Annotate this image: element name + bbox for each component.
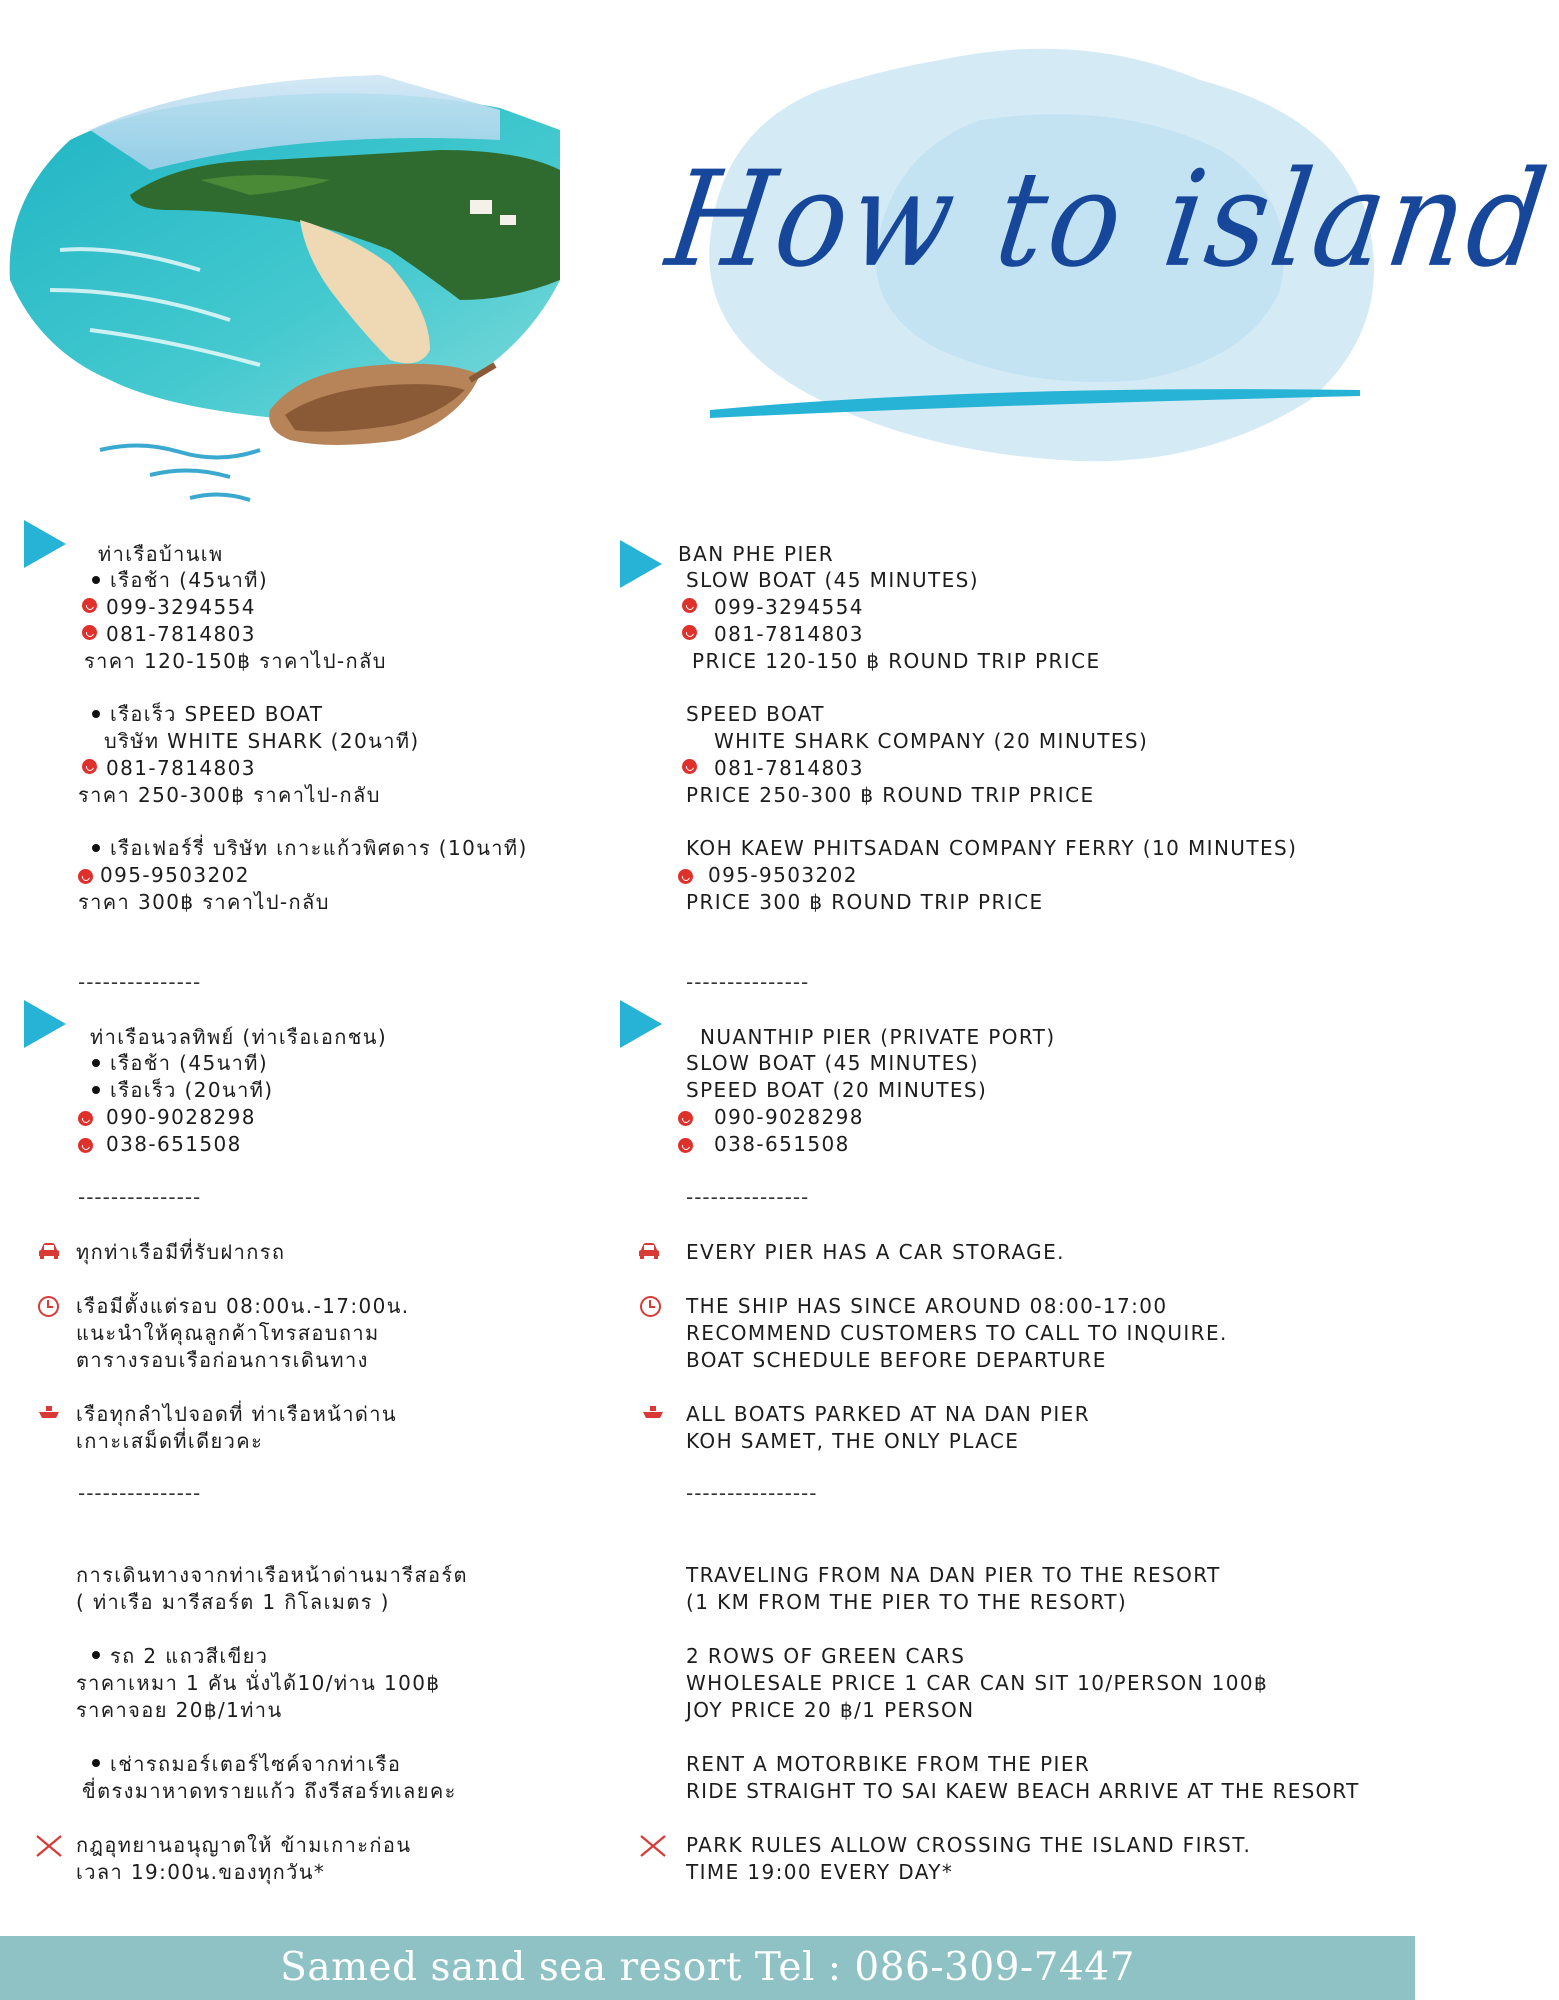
phone-icon [82,625,97,640]
phone-icon [682,598,697,613]
thai-ban-phe-heading: ท่าเรือบ้านเพ [98,542,224,566]
bullet-icon [92,576,100,584]
thai-price: ราคา 120-150฿ ราคาไป-กลับ [84,649,387,673]
thai-parking-1: เรือทุกลำไปจอดที่ ท่าเรือหน้าด่าน [76,1402,397,1426]
phone-icon [82,759,97,774]
bullet-icon [92,710,100,718]
bullet-icon [92,1059,100,1067]
phone-icon [78,869,93,884]
en-nuanthip-phone-1: 090-9028298 [714,1105,864,1129]
en-rules-1: PARK RULES ALLOW CROSSING THE ISLAND FIRST. [686,1833,1252,1857]
phone-icon [678,869,693,884]
phone-icon [682,759,697,774]
phone-icon [678,1138,693,1153]
x-icon [34,1833,64,1859]
en-speed-company: WHITE SHARK COMPANY (20 MINUTES) [714,729,1149,753]
section-marker-icon [24,1000,66,1048]
en-green-car-price-1: WHOLESALE PRICE 1 CAR CAN SIT 10/PERSON 100฿ [686,1671,1269,1695]
car-icon [638,1242,660,1260]
thai-travel-1: การเดินทางจากท่าเรือหน้าด่านมารีสอร์ต [76,1563,468,1587]
en-price: PRICE 120-150 ฿ ROUND TRIP PRICE [692,649,1101,673]
thai-nuanthip-speed: เรือเร็ว (20นาที) [110,1078,274,1102]
en-nuanthip-speed: SPEED BOAT (20 MINUTES) [686,1078,988,1102]
thai-schedule-2: แนะนำให้คุณลูกค้าโทรสอบถาม [76,1321,380,1345]
en-green-car: 2 ROWS OF GREEN CARS [686,1644,966,1668]
thai-rules-2: เวลา 19:00น.ของทุกวัน* [76,1860,326,1884]
thai-speed-boat: เรือเร็ว SPEED BOAT [110,702,324,726]
separator: ---------------- [686,1481,818,1505]
thai-green-car: รถ 2 แถวสีเขียว [110,1644,269,1668]
thai-nuanthip-phone-2: 038-651508 [106,1132,242,1156]
clock-icon [38,1296,59,1317]
thai-parking-2: เกาะเสม็ดที่เดียวคะ [76,1429,264,1453]
phone-icon [682,625,697,640]
en-parking-1: ALL BOATS PARKED AT NA DAN PIER [686,1402,1090,1426]
en-nuanthip-slow: SLOW BOAT (45 MINUTES) [686,1051,979,1075]
island-illustration [0,20,580,540]
en-speed-price: PRICE 250-300 ฿ ROUND TRIP PRICE [686,783,1095,807]
thai-schedule-3: ตารางรอบเรือก่อนการเดินทาง [76,1348,369,1372]
en-motorbike-2: RIDE STRAIGHT TO SAI KAEW BEACH ARRIVE AT THE RESORT [686,1779,1360,1803]
en-motorbike: RENT A MOTORBIKE FROM THE PIER [686,1752,1091,1776]
phone-icon [78,1111,93,1126]
separator: --------------- [686,970,810,994]
thai-rules-1: กฎอุทยานอนุญาตให้ ข้ามเกาะก่อน [76,1833,412,1857]
car-icon [38,1242,60,1260]
footer-bar [0,1936,1415,2000]
en-phone-1: 099-3294554 [714,595,864,619]
en-schedule-2: RECOMMEND CUSTOMERS TO CALL TO INQUIRE. [686,1321,1228,1345]
bullet-icon [92,844,100,852]
phone-icon [678,1111,693,1126]
en-ferry: KOH KAEW PHITSADAN COMPANY FERRY (10 MINUTES) [686,836,1298,860]
bullet-icon [92,1759,100,1767]
en-schedule-1: THE SHIP HAS SINCE AROUND 08:00-17:00 [686,1294,1168,1318]
thai-ferry-price: ราคา 300฿ ราคาไป-กลับ [78,890,330,914]
footer-contact: Samed sand sea resort Tel : 086-309-7447 [280,1945,1135,1990]
en-travel-1: TRAVELING FROM NA DAN PIER TO THE RESORT [686,1563,1221,1587]
en-green-car-price-2: JOY PRICE 20 ฿/1 PERSON [686,1698,975,1722]
section-marker-icon [24,520,66,568]
thai-nuanthip-heading: ท่าเรือนวลทิพย์ (ท่าเรือเอกชน) [90,1025,388,1049]
x-icon [638,1833,668,1859]
en-ferry-phone: 095-9503202 [708,863,858,887]
thai-travel-2: ( ท่าเรือ มารีสอร์ต 1 กิโลเมตร ) [76,1590,390,1614]
thai-car-storage: ทุกท่าเรือมีที่รับฝากรถ [76,1240,286,1264]
thai-green-car-price-2: ราคาจอย 20฿/1ท่าน [76,1698,283,1722]
separator: --------------- [78,970,202,994]
en-schedule-3: BOAT SCHEDULE BEFORE DEPARTURE [686,1348,1107,1372]
thai-schedule-1: เรือมีตั้งแต่รอบ 08:00น.-17:00น. [76,1294,410,1318]
thai-speed-phone: 081-7814803 [106,756,256,780]
phone-icon [78,1138,93,1153]
en-ban-phe-heading: BAN PHE PIER [678,542,835,566]
thai-green-car-price-1: ราคาเหมา 1 คัน นั่งได้10/ท่าน 100฿ [76,1671,441,1695]
en-nuanthip-phone-2: 038-651508 [714,1132,850,1156]
thai-phone-1: 099-3294554 [106,595,256,619]
phone-icon [82,598,97,613]
bullet-icon [92,1086,100,1094]
thai-phone-2: 081-7814803 [106,622,256,646]
thai-nuanthip-phone-1: 090-9028298 [106,1105,256,1129]
thai-speed-company: บริษัท WHITE SHARK (20นาที) [104,729,420,753]
thai-slow-boat: เรือช้า (45นาที) [110,568,269,592]
page-title: How to island [659,141,1559,297]
en-speed-boat: SPEED BOAT [686,702,825,726]
thai-motorbike-2: ขี่ตรงมาหาดทรายแก้ว ถึงรีสอร์ทเลยคะ [82,1779,457,1803]
thai-speed-price: ราคา 250-300฿ ราคาไป-กลับ [78,783,381,807]
en-travel-2: (1 KM FROM THE PIER TO THE RESORT) [686,1590,1128,1614]
ship-icon [642,1404,664,1420]
en-ferry-price: PRICE 300 ฿ ROUND TRIP PRICE [686,890,1044,914]
en-slow-boat: SLOW BOAT (45 MINUTES) [686,568,979,592]
separator: --------------- [78,1185,202,1209]
en-nuanthip-heading: NUANTHIP PIER (PRIVATE PORT) [700,1025,1056,1049]
bullet-icon [92,1651,100,1659]
en-phone-2: 081-7814803 [714,622,864,646]
en-parking-2: KOH SAMET, THE ONLY PLACE [686,1429,1020,1453]
section-marker-icon [620,1000,662,1048]
thai-motorbike: เช่ารถมอร์เตอร์ไซค์จากท่าเรือ [110,1752,402,1776]
ship-icon [38,1404,60,1420]
separator: --------------- [686,1185,810,1209]
en-rules-2: TIME 19:00 EVERY DAY* [686,1860,954,1884]
separator: --------------- [78,1481,202,1505]
en-car-storage: EVERY PIER HAS A CAR STORAGE. [686,1240,1065,1264]
clock-icon [640,1296,661,1317]
thai-ferry: เรือเฟอร์รี่ บริษัท เกาะแก้วพิศดาร (10นาที) [110,836,528,860]
en-speed-phone: 081-7814803 [714,756,864,780]
thai-nuanthip-slow: เรือช้า (45นาที) [110,1051,269,1075]
section-marker-icon [620,540,662,588]
thai-ferry-phone: 095-9503202 [100,863,250,887]
